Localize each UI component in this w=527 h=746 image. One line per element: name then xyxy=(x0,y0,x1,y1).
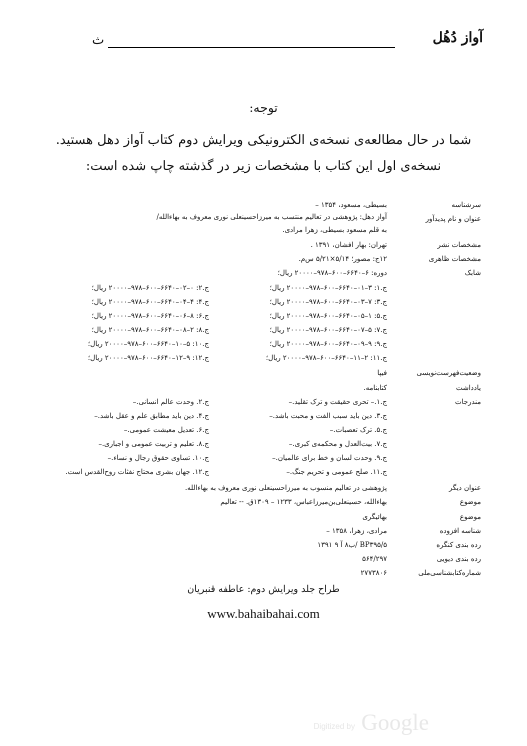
value-national-no: ۲۷۷۳۸۰۶ xyxy=(360,569,387,577)
contents-vol-left: ج.۲. وحدت عالم انسانی.– xyxy=(132,398,209,406)
label-note: یادداشت xyxy=(456,384,481,392)
contents-vol-left: ج.۱۲. جهان بشری محتاج نفثات روح‌القدس است. xyxy=(65,468,209,476)
cover-designer-credit: طراح جلد ویرایش دوم: عاطفه قنبریان xyxy=(187,584,340,595)
isbn-vol-right: ج.۳: ۷–۰۳–۶۶۴۰–۶۰۰–۹۷۸–۲۰۰۰۰ ریال؛ xyxy=(269,298,387,306)
contents-vol-left: ج.۱۰. تساوی حقوق رجال و نساء.– xyxy=(107,454,209,462)
isbn-vol-left: ج.۱۰: ۵–۱۰–۶۶۴۰–۶۰۰–۹۷۸–۲۰۰۰۰ ریال؛ xyxy=(87,340,209,348)
label-subject-2: موضوع xyxy=(459,513,481,521)
value-lc-class: BP۳۹۵/۵ /ب۸ آ ۹ ۱۳۹۱ xyxy=(317,541,387,549)
value-dewey: ۵۶۴/۲۹۷ xyxy=(362,555,387,563)
label-added-entry: شناسه افزوده xyxy=(439,527,481,535)
contents-vol-left: ج.۴. دین باید مطابق علم و عقل باشد.– xyxy=(94,412,209,420)
label-lc-class: رده بندی کنگره xyxy=(436,541,481,549)
label-contents: مندرجات xyxy=(455,398,481,406)
value-physical: ۱۲ج: مصور؛ ۵/۱۴×۵/۲۱ س‌م. xyxy=(298,255,387,263)
isbn-vol-left: ج.۱۲: ۹–۱۲–۶۶۴۰–۶۰۰–۹۷۸–۲۰۰۰۰ ریال؛ xyxy=(87,354,209,362)
value-note: کتابنامه. xyxy=(363,384,387,392)
label-isbn: شابک xyxy=(464,269,481,277)
label-physical: مشخصات ظاهری xyxy=(428,255,481,263)
value-added-entry: مرادی، زهرا، ۱۳۵۸ – xyxy=(326,527,387,535)
isbn-vol-right: ج.۱: ۳–۰۱–۶۶۴۰–۶۰۰–۹۷۸–۲۰۰۰۰ ریال؛ xyxy=(269,284,387,292)
isbn-vol-right: ج.۱۱: ۲–۱۱–۶۶۴۰–۶۰۰–۹۷۸–۲۰۰۰۰ ریال؛ xyxy=(265,354,387,362)
label-dewey: رده بندی دیویی xyxy=(436,555,481,563)
isbn-vol-left: ج.۸: ۲–۰۸–۶۶۴۰–۶۰۰–۹۷۸–۲۰۰۰۰ ریال؛ xyxy=(91,326,209,334)
watermark-digitized-by: Digitized by xyxy=(313,722,355,731)
page-letter: ث xyxy=(92,33,105,48)
value-author: بسیطی، مسعود، ۱۳۵۴ – xyxy=(315,201,387,209)
website-link[interactable]: www.bahaibahai.com xyxy=(207,606,320,621)
running-header-title: آواز دُهُل xyxy=(432,30,483,46)
watermark-google-logo: Google xyxy=(361,710,429,735)
value-subject-1: بهاءالله، حسینعلی‌بن‌میرزاعباس، ۱۲۳۳ – ۱۳۰۹ق. -- تعالیم xyxy=(220,498,387,506)
isbn-vol-left: ج.۴: ۴–۰۴–۶۶۴۰–۶۰۰–۹۷۸–۲۰۰۰۰ ریال؛ xyxy=(91,298,209,306)
isbn-vol-left: ج.۲: ۰–۰۲–۶۶۴۰–۶۰۰–۹۷۸–۲۰۰۰۰ ریال؛ xyxy=(91,284,209,292)
value-title-statement-1: آواز دهل: پژوهشی در تعالیم منتسب به میرزاحسینعلی نوری معروف به بهاءالله/ xyxy=(156,213,387,221)
isbn-vol-right: ج.۷: ۵–۰۷–۶۶۴۰–۶۰۰–۹۷۸–۲۰۰۰۰ ریال؛ xyxy=(269,326,387,334)
value-cataloging-status: فیپا xyxy=(377,369,387,377)
label-title-statement: عنوان و نام پدیدآور xyxy=(425,215,481,223)
contents-vol-right: ج.۷. بیت‌العدل و محکمه‌ی کبری.– xyxy=(288,440,387,448)
contents-vol-left: ج.۸. تعلیم و تربیت عمومی و اجباری.– xyxy=(98,440,209,448)
contents-vol-right: ج.۵. ترک تعصبات.– xyxy=(329,426,387,434)
value-title-statement-2: به قلم مسعود بسیطی، زهرا مرادی. xyxy=(282,226,387,234)
isbn-vol-right: ج.۵: ۱–۰۵–۶۶۴۰–۶۰۰–۹۷۸–۲۰۰۰۰ ریال؛ xyxy=(269,312,387,320)
contents-vol-right: ج.۹. وحدت لسان و خط برای عالمیان.– xyxy=(272,454,387,462)
label-cataloging-status: وضعیت‌فهرست‌نویسی xyxy=(416,369,481,377)
value-publication: تهران: بهار افشان، ۱۳۹۱ . xyxy=(310,241,387,249)
value-isbn-set: دوره: ۶–۶۶۴۰–۶۰۰–۹۷۸–۲۰۰۰۰ ریال؛ xyxy=(277,269,387,277)
notice-body: شما در حال مطالعه‌ی نسخه‌ی الکترونیکی ویرایش دوم کتاب آواز دهل هستید. نسخه‌ی اول این کتاب با مشخصات زیر در گذشته چاپ شده است: xyxy=(55,133,472,174)
label-national-no: شماره‌کتابشناسی‌ملی xyxy=(418,569,481,577)
isbn-vol-left: ج.۶: ۸–۰۶–۶۶۴۰–۶۰۰–۹۷۸–۲۰۰۰۰ ریال؛ xyxy=(91,312,209,320)
label-author: سرشناسه xyxy=(451,201,481,209)
label-other-title: عنوان دیگر xyxy=(448,484,481,492)
value-other-title: پژوهشی در تعالیم منسوب به میرزاحسینعلی نوری معروف به بهاءالله. xyxy=(185,484,387,492)
value-subject-2: بهائیگری xyxy=(362,513,387,521)
contents-vol-right: ج.۱۱. صلح عمومی و تحریم جنگ.– xyxy=(286,468,387,476)
contents-vol-left: ج.۶. تعدیل معیشت عمومی.– xyxy=(123,426,209,434)
header-rule xyxy=(108,47,395,48)
label-subject-1: موضوع xyxy=(459,498,481,506)
contents-vol-right: ج.۱.– تحری حقیقت و ترک تقلید.– xyxy=(288,398,387,406)
contents-vol-right: ج.۳. دین باید سبب الفت و محبت باشد.– xyxy=(269,412,387,420)
label-publication: مشخصات نشر xyxy=(437,241,481,249)
notice-heading: توجه: xyxy=(249,100,278,115)
isbn-vol-right: ج.۹: ۹–۰۹–۶۶۴۰–۶۰۰–۹۷۸–۲۰۰۰۰ ریال؛ xyxy=(269,340,387,348)
